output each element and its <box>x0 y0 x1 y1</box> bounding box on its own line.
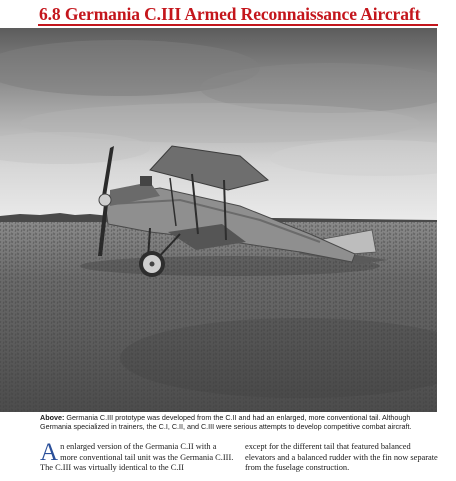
body-column-left <box>40 439 235 474</box>
body-text-left: n enlarged version of the Germania C.II with a more conventional tail unit was the Germania C.III. The C.III was virtually identical to the C.II <box>40 442 234 473</box>
caption-text: Germania C.III prototype was developed from the C.II and had an enlarged, more conventional tail. Although Germania specialized in trainers, the C.I, C.II, and C.III were serious attempts to develop competitive combat aircraft. <box>40 413 412 432</box>
drop-cap: A <box>40 439 59 466</box>
body-column-right <box>245 442 440 474</box>
title-rule <box>38 24 438 26</box>
biplane-photo <box>0 28 437 412</box>
photo-caption <box>40 413 440 431</box>
page-title: 6.8 Germania C.III Armed Reconnaissance Aircraft <box>39 4 421 24</box>
caption-lead: Above: <box>40 413 65 422</box>
body-text-right: except for the different tail that featured balanced elevators and a balanced rudder with the fin now separate from the fuselage construction. <box>245 442 438 473</box>
